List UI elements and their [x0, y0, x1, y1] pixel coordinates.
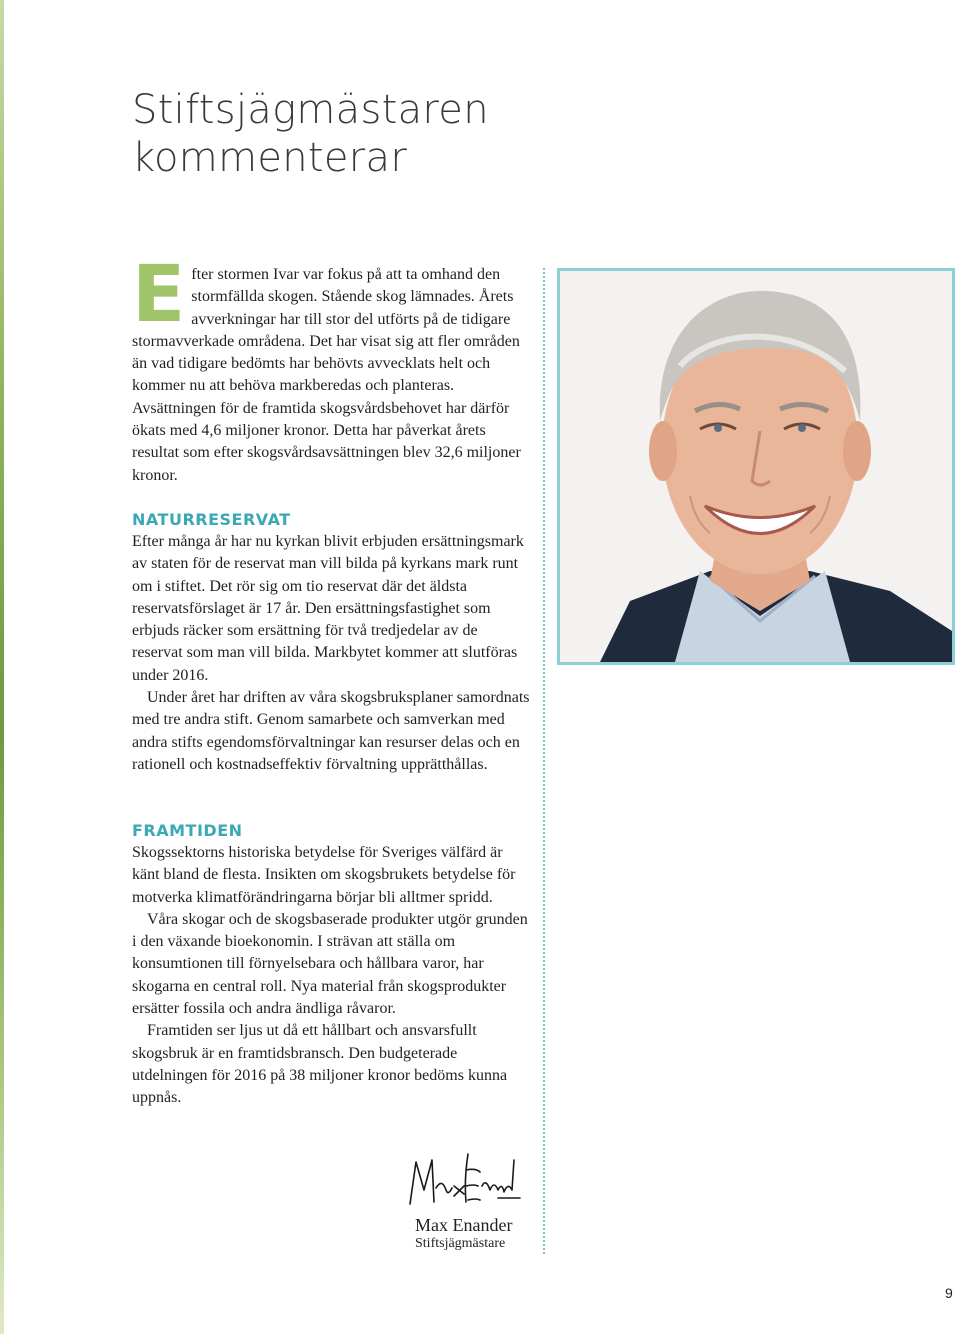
left-edge-decoration — [0, 0, 4, 1334]
intro-section — [132, 250, 532, 487]
paragraph: Skogssektorns historiska betydelse för Sveriges välfärd är känt bland de flesta. Insikten om skogsbrukets betydelse för motverka klimatförändringarna börjar bli alltmer spridd. — [132, 844, 516, 906]
page-number: 9 — [945, 1285, 953, 1301]
section-naturreservat — [132, 509, 532, 776]
page-title-line-2: kommenterar — [132, 135, 408, 181]
drop-cap: E — [132, 250, 186, 340]
intro-paragraph — [132, 250, 532, 487]
page-title — [132, 86, 489, 182]
signatory-name: Max Enander — [415, 1215, 513, 1235]
page-title-line-1: Stiftsjägmästaren — [132, 87, 489, 133]
paragraph: Våra skogar och de skogsbaserade produkter utgör grunden i den växande bioekonomin. I strävan att ställa om konsumtionen till förnyelsebara och hållbara varor, har skogarna en central roll. Nya material från skogsprodukter ersätter fossila och andra ändliga råvaror. — [132, 910, 528, 1018]
paragraph: Under året har driften av våra skogsbruksplaner samordnats med tre andra stift. Genom samarbete och samverkan med andra stifts egendomsförvaltningar kan resurser delas och en rationell och kostnadseffektiv förvaltning upprätthållas. — [132, 689, 530, 773]
section-heading: NATURRESERVAT — [132, 510, 291, 529]
paragraph: Efter många år har nu kyrkan blivit erbjuden ersättningsmark av staten för de reservat man vill bilda på kyrkans mark runt om i stiftet. Det rör sig om tio reservat där det äldsta reservatsförslaget är 17 år. Den ersättningsfastighet som erbjuds räcker som ersättning för två tredjedelar av de reservat som man vill bilda. Markbytet kommer att slutföras under 2016. — [132, 533, 524, 684]
section-framtiden — [132, 820, 532, 1110]
dotted-column-divider — [543, 268, 545, 1254]
signatory-role: Stiftsjägmästare — [415, 1236, 506, 1251]
section-heading: FRAMTIDEN — [132, 821, 243, 840]
intro-text: fter stormen Ivar var fokus på att ta omhand den stormfällda skogen. Stående skog lämnades. Årets avverkningar har till stor del utförts på de tidigare stormavverkade områdena. Det har visat sig att fler områden än vad tidigare bedömts har behövts avvecklats helt och kommer nu att behöva markberedas och planteras. Avsättningen för de framtida skogsvårdsbehovet har därför ökats med 4,6 miljoner kronor. Detta har påverkat årets resultat som efter skogsvårdsavsättningen blev 32,6 miljoner kronor. — [132, 266, 521, 484]
portrait-illustration — [560, 271, 952, 662]
portrait-photo — [557, 268, 955, 665]
paragraph: Framtiden ser ljus ut då ett hållbart och ansvarsfullt skogsbruk är en framtidsbransch. Den budgeterade utdelningen för 2016 på 38 miljoner kronor bedöms kunna uppnås. — [132, 1022, 508, 1107]
handwritten-signature — [402, 1140, 522, 1215]
